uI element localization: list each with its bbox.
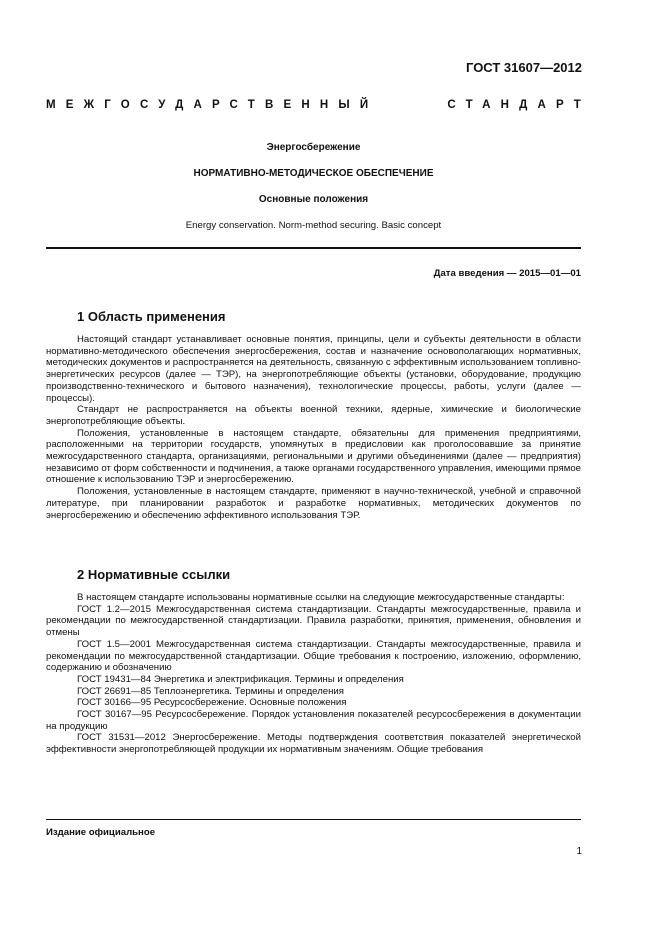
section-1-body: [46, 334, 581, 521]
standard-banner: [46, 99, 591, 111]
section-1-paragraph: Положения, установленные в настоящем стандарте, применяют в научно-технической, учебной и справочной литературе, при планировании разработок и разработке нормативных, методических документов по энергосбережению и обеспечению эффективного использования ТЭР.: [46, 486, 581, 521]
reference-item: ГОСТ 30166—95 Ресурсосбережение. Основные положения: [77, 697, 347, 709]
title-topic: Энергосбережение: [266, 142, 361, 153]
reference-item: ГОСТ 19431—84 Энергетика и электрификация. Термины и определения: [77, 673, 404, 685]
introduction-date: Дата введения — 2015—01—01: [433, 268, 581, 279]
reference-item: ГОСТ 26691—85 Теплоэнергетика. Термины и определения: [77, 685, 344, 697]
reference-item: ГОСТ 31531—2012 Энергосбережение. Методы подтверждения соответствия показателей энергетической эффективности энергопотребляющей продукции их нормативным значениям. Общие требования: [46, 732, 581, 756]
footer-divider: [46, 819, 581, 820]
reference-item: ГОСТ 1.2—2015 Межгосударственная система стандартизации. Стандарты межгосударственные, правила и рекомендации по межгосударственной стандартизации. Правила разработки, принятия, применения, обновления и отмены: [46, 603, 581, 639]
title-subtitle: Основные положения: [258, 194, 369, 205]
section-1-paragraph: Настоящий стандарт устанавливает основные понятия, принципы, цели и субъекты деятельности в области нормативно-методического обеспечения энергосбережения, состав и назначение основополагающих нормативных, методических документов и распространяется на деятельность, связанную с эффективным использованием топливно-энергетических ресурсов (далее — ТЭР), на энергопотребляющие объекты (установки, оборудование, продукцию производственно-технического и бытового назначения), технологические процессы, работы, услуги (далее — процессы).: [46, 334, 581, 404]
banner-left: МЕЖГОСУДАРСТВЕННЫЙ: [46, 99, 379, 111]
official-edition-label: Издание официальное: [46, 827, 156, 838]
section-1-paragraph: Стандарт не распространяется на объекты военной техники, ядерные, химические и биологические энергопотребляющие объекты.: [46, 404, 581, 427]
section-2-heading: 2 Нормативные ссылки: [77, 567, 231, 582]
page-number: 1: [576, 846, 582, 857]
section-1-heading: 1 Область применения: [77, 309, 226, 324]
document-number: ГОСТ 31607—2012: [466, 60, 582, 75]
section-2-body: [46, 592, 581, 756]
title-english: Energy conservation. Norm-method securing. Basic concept: [185, 220, 442, 231]
title-divider: [46, 247, 581, 249]
reference-item: ГОСТ 30167—95 Ресурсосбережение. Порядок установления показателей ресурсосбережения в документации на продукцию: [46, 709, 581, 732]
banner-right: СТАНДАРТ: [447, 99, 591, 111]
section-2-paragraph: В настоящем стандарте использованы нормативные ссылки на следующие межгосударственные стандарты:: [77, 592, 565, 603]
reference-item: ГОСТ 1.5—2001 Межгосударственная система стандартизации. Стандарты межгосударственные, правила и рекомендации по межгосударственной стандартизации. Общие требования к построению, изложению, оформлению, содержанию и обозначению: [46, 638, 581, 674]
title-main: НОРМАТИВНО-МЕТОДИЧЕСКОЕ ОБЕСПЕЧЕНИЕ: [193, 168, 434, 179]
section-1-paragraph: Положения, установленные в настоящем стандарте, обязательны для применения предприятиями, расположенными на территории государств, упомянутых в предисловии как проголосовавшие за принятие межгосударственного стандарта, организациями, региональными и другими объединениями (далее — предприятия) независимо от форм собственности и подчинения, а также органами государственного управления, имеющими прямое отношение к использованию ТЭР и энергосбережению.: [46, 427, 581, 486]
